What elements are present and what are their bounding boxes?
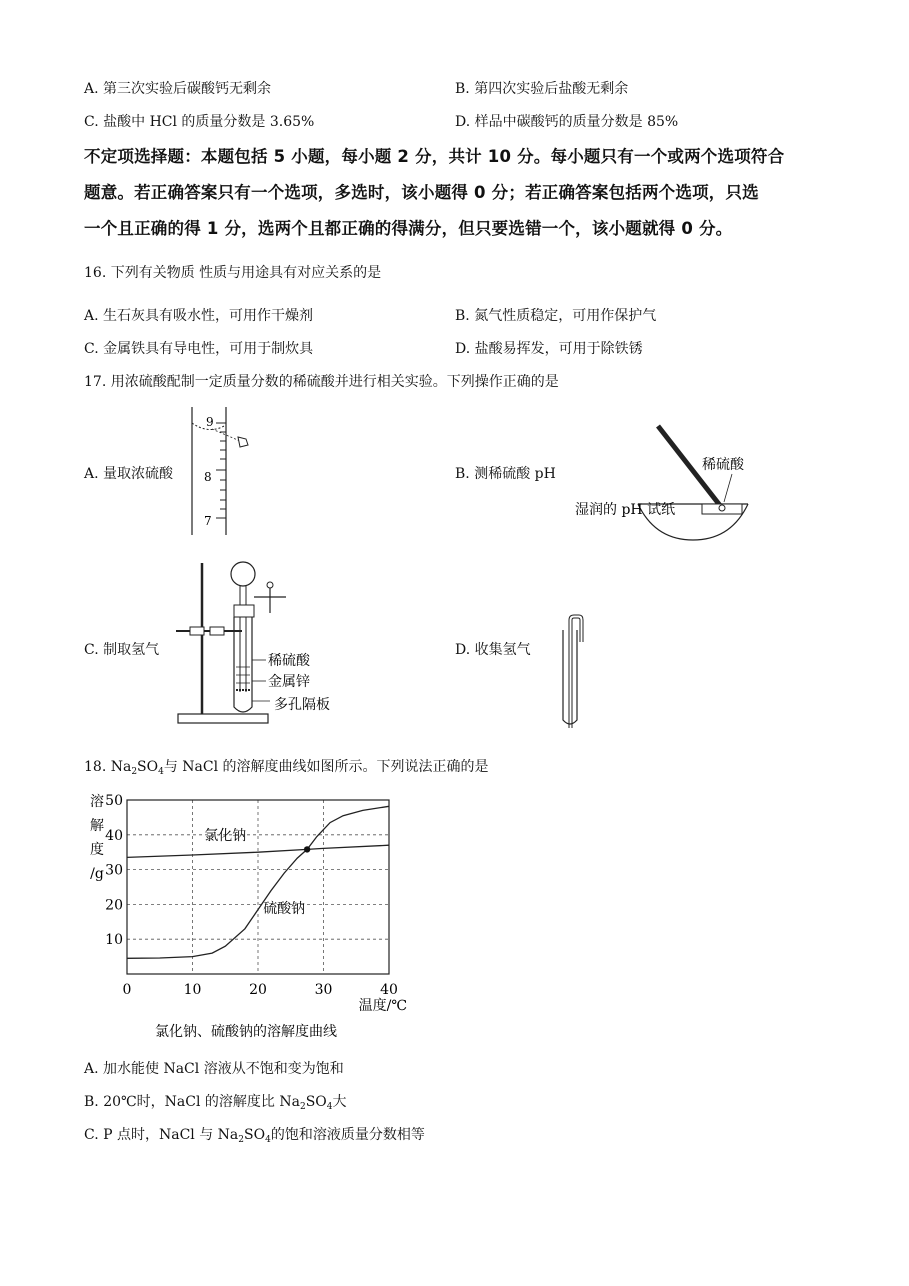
q16-stem: 16. 下列有关物质 性质与用途具有对应关系的是 [84, 265, 382, 281]
y-axis-label: 度 [90, 842, 104, 858]
series-line-na2so4 [127, 806, 389, 958]
q17-option-d: D. 收集氢气 [455, 642, 531, 658]
y-tick-label: 50 [105, 793, 123, 809]
section-header-line-3: 一个且正确的得 1 分，选两个且都正确的得满分，但只要选错一个，该小题就得 0 分。 [84, 219, 733, 238]
y-tick-label: 20 [105, 897, 123, 914]
y-tick-label: 10 [105, 932, 123, 949]
q16-option-d: D. 盐酸易挥发，可用于除铁锈 [455, 341, 643, 357]
q16-option-a: A. 生石灰具有吸水性，可用作干燥剂 [84, 308, 314, 324]
apparatus-label-acid: 稀硫酸 [268, 653, 310, 669]
apparatus-label-zinc: 金属锌 [268, 674, 310, 690]
q18-option-b: B. 20℃时，NaCl 的溶解度比 $Na_2SO_4$大 [84, 1094, 347, 1112]
y-axis-label: 溶 [90, 794, 104, 810]
q18-stem: 18. $Na_2SO_4$与 NaCl 的溶解度曲线如图所示。下列说法正确的是 [84, 759, 489, 777]
chart-title: 氯化钠、硫酸钠的溶解度曲线 [155, 1024, 337, 1040]
cylinder-mark-9: 9 [206, 415, 214, 429]
y-tick-label: 30 [105, 862, 123, 879]
x-tick-label: 40 [380, 982, 398, 998]
q17-stem: 17. 用浓硫酸配制一定质量分数的稀硫酸并进行相关实验。下列操作正确的是 [84, 374, 559, 390]
q15-option-c: C. 盐酸中 HCl 的质量分数是 3.65% [84, 114, 315, 130]
q17-option-a: A. 量取浓硫酸 [84, 466, 174, 482]
solubility-chart [85, 788, 415, 1048]
intersection-point-p [304, 846, 310, 852]
q15-option-b: B. 第四次实验后盐酸无剩余 [455, 81, 629, 97]
gas-collection-figure [555, 612, 595, 730]
apparatus-label-plate: 多孔隔板 [274, 697, 330, 713]
ph-label-paper: 湿润的 pH 试纸 [575, 502, 676, 518]
q17-option-b: B. 测稀硫酸 pH [455, 466, 556, 482]
series-label: 硫酸钠 [263, 901, 306, 918]
section-header-line-1: 不定项选择题：本题包括 5 小题，每小题 2 分，共计 10 分。每小题只有一个或两个选项符合 [84, 147, 785, 166]
hydrogen-generator-figure [170, 557, 350, 732]
x-axis-label: 温度/℃ [358, 998, 407, 1014]
q18-option-a: A. 加水能使 NaCl 溶液从不饱和变为饱和 [84, 1061, 344, 1077]
ph-test-figure [570, 422, 780, 547]
q16-option-c: C. 金属铁具有导电性，可用于制炊具 [84, 341, 314, 357]
graduated-cylinder-figure [190, 405, 270, 540]
q17-option-c: C. 制取氢气 [84, 642, 160, 658]
x-tick-label: 20 [249, 982, 267, 998]
q16-option-b: B. 氮气性质稳定，可用作保护气 [455, 308, 657, 324]
x-tick-label: 10 [183, 982, 202, 998]
series-label: 氯化钠 [204, 828, 247, 845]
ph-label-acid: 稀硫酸 [702, 457, 744, 473]
y-axis-label: 解 [90, 818, 104, 834]
section-header-line-2: 题意。若正确答案只有一个选项，多选时，该小题得 0 分；若正确答案包括两个选项，只选 [84, 183, 759, 202]
eye-icon [238, 437, 248, 447]
q15-option-a: A. 第三次实验后碳酸钙无剩余 [84, 81, 272, 97]
x-tick-label: 0 [122, 982, 132, 998]
cylinder-mark-8: 8 [204, 470, 212, 484]
y-axis-label: /g [90, 866, 104, 882]
x-tick-label: 30 [314, 982, 333, 998]
y-tick-label: 40 [105, 827, 123, 844]
cylinder-mark-7: 7 [204, 514, 212, 528]
q18-option-c: C. P 点时，NaCl 与 $Na_2SO_4$的饱和溶液质量分数相等 [84, 1127, 425, 1145]
q15-option-d: D. 样品中碳酸钙的质量分数是 85% [455, 114, 679, 130]
